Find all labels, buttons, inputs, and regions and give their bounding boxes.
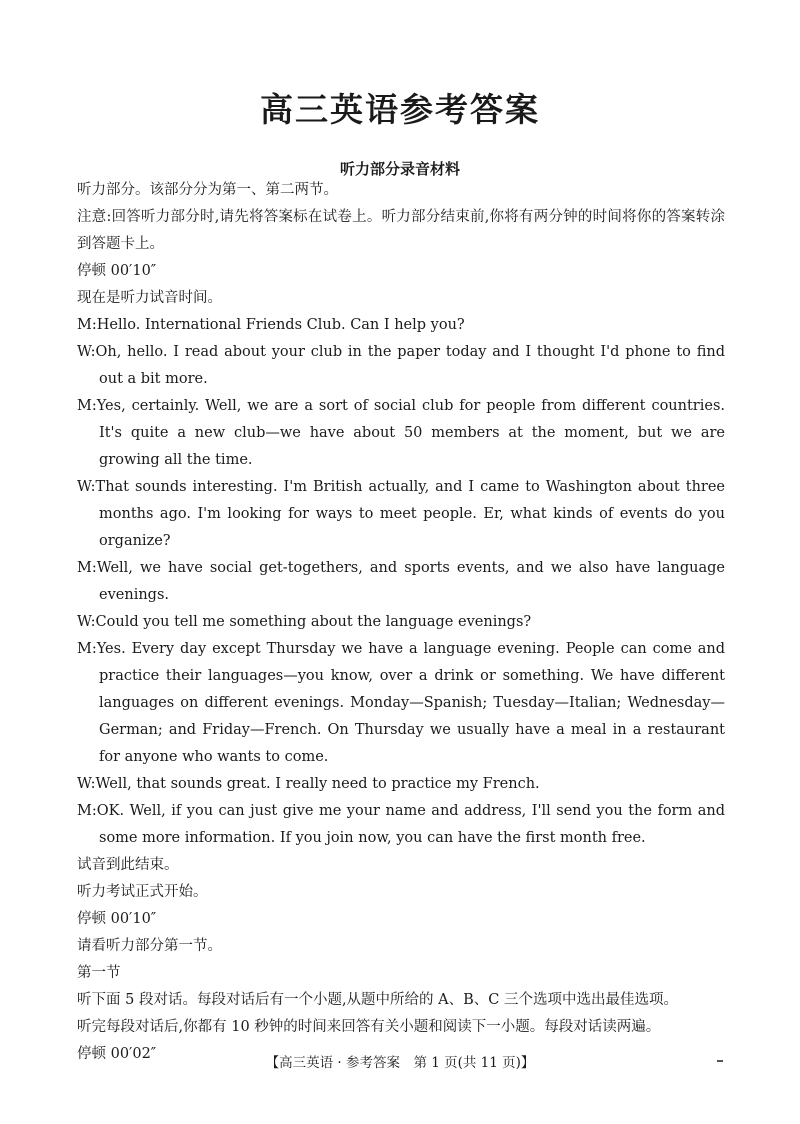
dialogue-turn: W:Could you tell me something about the language evenings?: [77, 614, 532, 630]
trial-line: 现在是听力试音时间。: [77, 290, 222, 306]
notice-paragraph: 注意:回答听力部分时,请先将答案标在试卷上。听力部分结束前,你将有两分钟的时间将你的答案转涂到答题卡上。: [77, 209, 725, 252]
exam-start-line: 听力考试正式开始。: [77, 884, 208, 900]
dialogue-turn: W:Well, that sounds great. I really need to practice my French.: [77, 776, 540, 792]
dialogue-turn: W:That sounds interesting. I'm British actually, and I came to Washington about three months ago. I'm looking for ways to meet people. Er, what kinds of events do you organize?: [77, 479, 725, 549]
dialogue-turn: M:Yes, certainly. Well, we are a sort of social club for people from different countries. It's quite a new club—we have about 50 members at the moment, but we are growing all the time.: [77, 398, 725, 468]
pause-marker: 停顿 00′02″: [77, 1046, 157, 1062]
intro-line: 听力部分。该部分分为第一、第二两节。: [77, 182, 338, 198]
corner-mark: [717, 1060, 723, 1062]
dialogue-turn: M:OK. Well, if you can just give me your name and address, I'll send you the form and some more information. If you join now, you can have the first month free.: [77, 803, 725, 846]
pause-marker: 停顿 00′10″: [77, 911, 157, 927]
trial-end-line: 试音到此结束。: [77, 857, 179, 873]
transcript-body: [77, 177, 725, 1068]
dialogue-turn: M:Well, we have social get-togethers, and sports events, and we also have language evenings.: [77, 560, 725, 603]
dialogue-turn: W:Oh, hello. I read about your club in the paper today and I thought I'd phone to find out a bit more.: [77, 344, 725, 387]
section-subtitle: 听力部分录音材料: [339, 160, 460, 178]
section-heading: 第一节: [77, 965, 121, 981]
page-footer: 【高三英语 · 参考答案 第 1 页(共 11 页)】: [265, 1055, 535, 1071]
dialogue-turn: M:Hello. International Friends Club. Can I help you?: [77, 317, 465, 333]
instruction-line: 听完每段对话后,你都有 10 秒钟的时间来回答有关小题和阅读下一小题。每段对话读两遍。: [77, 1019, 661, 1035]
section-prompt-line: 请看听力部分第一节。: [77, 938, 222, 954]
pause-marker: 停顿 00′10″: [77, 263, 157, 279]
instruction-line: 听下面 5 段对话。每段对话后有一个小题,从题中所给的 A、B、C 三个选项中选出最佳选项。: [77, 992, 678, 1008]
page-title: 高三英语参考答案: [260, 90, 540, 129]
dialogue-turn: M:Yes. Every day except Thursday we have a language evening. People can come and practice their languages—you know, over a drink or something. We have different languages on different evenings. Monday—Spanish; Tuesday—Italian; Wednesday—German; and Friday—French. On Thursday we usually have a meal in a restaurant for anyone who wants to come.: [77, 641, 725, 765]
